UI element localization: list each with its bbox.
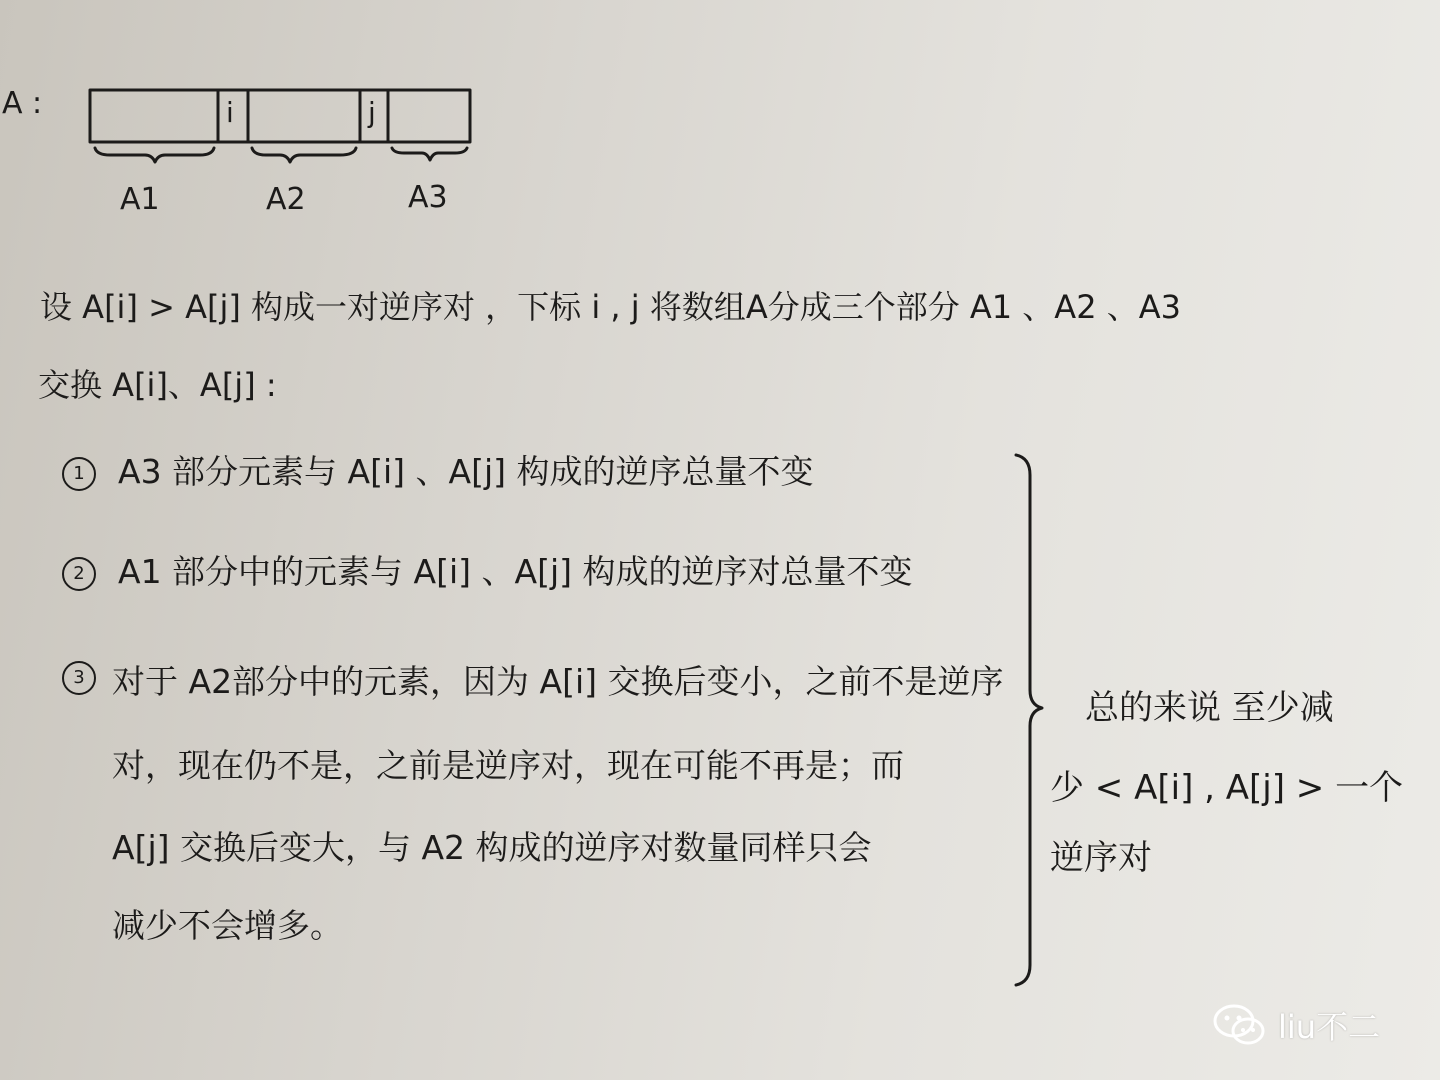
watermark <box>1212 1002 1380 1048</box>
brace-a2 <box>252 148 356 162</box>
wechat-icon <box>1212 1003 1268 1047</box>
part-label-a2: A2 <box>266 182 306 217</box>
watermark-text: liu不二 <box>1278 1008 1381 1046</box>
point-2-marker: 2 <box>62 557 96 591</box>
premise-text: 设 A[i] > A[j] 构成一对逆序对 ，下标 i , j 将数组A分成三个部分 A1 、A2 、A3 <box>40 288 1181 326</box>
brace-a1 <box>95 148 214 162</box>
point-1-marker: 1 <box>62 457 96 491</box>
swap-text: 交换 A[i]、A[j] : <box>38 366 277 404</box>
array-label: A : <box>2 86 43 121</box>
point-1-text: A3 部分元素与 A[i] 、A[j] 构成的逆序总量不变 <box>118 452 814 491</box>
point-3-line-3: A[j] 交换后变大，与 A2 构成的逆序对数量同样只会 <box>112 828 872 867</box>
array-box <box>90 90 470 142</box>
point-1 <box>62 446 814 493</box>
summary-brace <box>1016 455 1042 985</box>
point-2 <box>62 546 913 593</box>
index-j-label: j <box>368 96 376 129</box>
part-label-a1: A1 <box>120 182 160 217</box>
point-3-line-2: 对，现在仍不是，之前是逆序对，现在可能不再是；而 <box>112 746 904 785</box>
point-3-line-4: 减少不会增多。 <box>112 906 343 945</box>
summary-line-2: 少 < A[i] , A[j] > 一个 <box>1050 768 1404 808</box>
part-label-a3: A3 <box>408 180 448 215</box>
point-3 <box>62 656 118 695</box>
point-3-marker: 3 <box>62 661 96 695</box>
index-i-label: i <box>226 96 234 129</box>
point-3-line-1: 对于 A2部分中的元素，因为 A[i] 交换后变小，之前不是逆序 <box>112 662 1004 701</box>
point-2-text: A1 部分中的元素与 A[i] 、A[j] 构成的逆序对总量不变 <box>118 552 913 591</box>
summary-line-1: 总的来说 至少减 <box>1085 688 1334 728</box>
brace-a3 <box>392 148 467 160</box>
summary-line-3: 逆序对 <box>1050 838 1152 878</box>
